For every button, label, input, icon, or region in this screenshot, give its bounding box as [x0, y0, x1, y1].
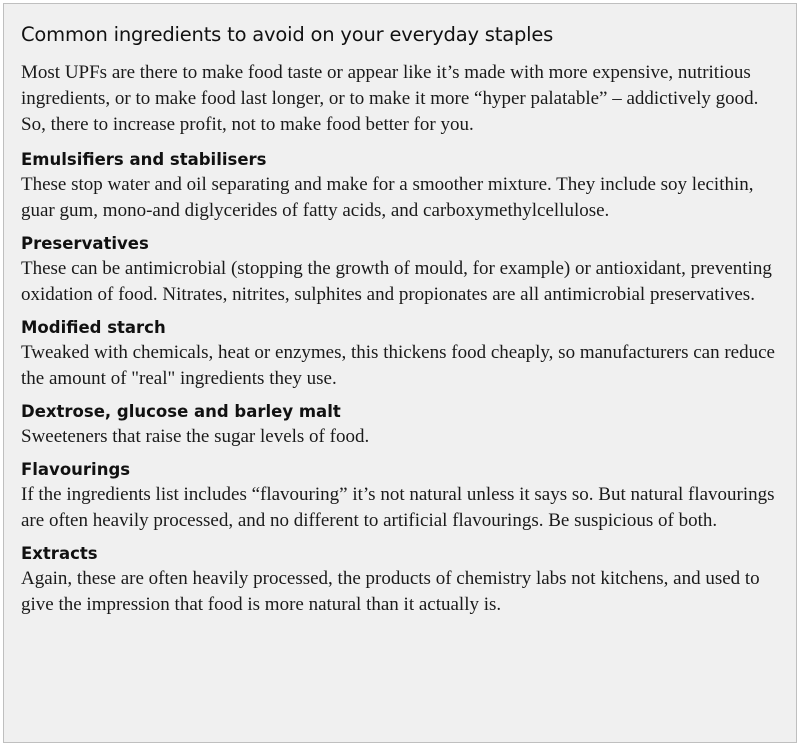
- section-heading: Modified starch: [21, 318, 166, 337]
- section-body: Tweaked with chemicals, heat or enzymes, this thickens food cheaply, so manufacturers can reduce the amount of "real" ingredients they use.: [21, 342, 775, 389]
- section-emulsifiers: [21, 148, 780, 224]
- section-body: These stop water and oil separating and make for a smoother mixture. They include soy lecithin, guar gum, mono-and diglycerides of fatty acids, and carboxymethylcellulose.: [21, 174, 754, 221]
- section-sweeteners: [21, 400, 780, 450]
- section-heading: Flavourings: [21, 460, 131, 479]
- info-box: [3, 3, 797, 743]
- section-heading: Preservatives: [21, 234, 149, 253]
- section-heading: Dextrose, glucose and barley malt: [21, 402, 341, 421]
- section-extracts: [21, 542, 780, 618]
- section-preservatives: [21, 232, 780, 308]
- intro-paragraph: Most UPFs are there to make food taste or appear like it’s made with more expensive, nutritious ingredients, or to make food last longer, or to make it more “hyper palatable” – addictively good. So, there to increase profit, not to make food better for you.: [21, 62, 759, 135]
- section-body: Again, these are often heavily processed, the products of chemistry labs not kitchens, and used to give the impression that food is more natural than it actually is.: [21, 568, 760, 615]
- box-title: Common ingredients to avoid on your everyday staples: [21, 23, 554, 46]
- section-flavourings: [21, 458, 780, 534]
- section-body: These can be antimicrobial (stopping the growth of mould, for example) or antioxidant, preventing oxidation of food. Nitrates, nitrites, sulphites and propionates are all antimicrobial preservatives.: [21, 258, 772, 305]
- section-body: If the ingredients list includes “flavouring” it’s not natural unless it says so. But natural flavourings are often heavily processed, and no different to artificial flavourings. Be suspicious of both.: [21, 484, 775, 531]
- section-modified-starch: [21, 316, 780, 392]
- section-heading: Extracts: [21, 544, 98, 563]
- section-body: Sweeteners that raise the sugar levels of food.: [21, 426, 370, 447]
- section-heading: Emulsifiers and stabilisers: [21, 150, 267, 169]
